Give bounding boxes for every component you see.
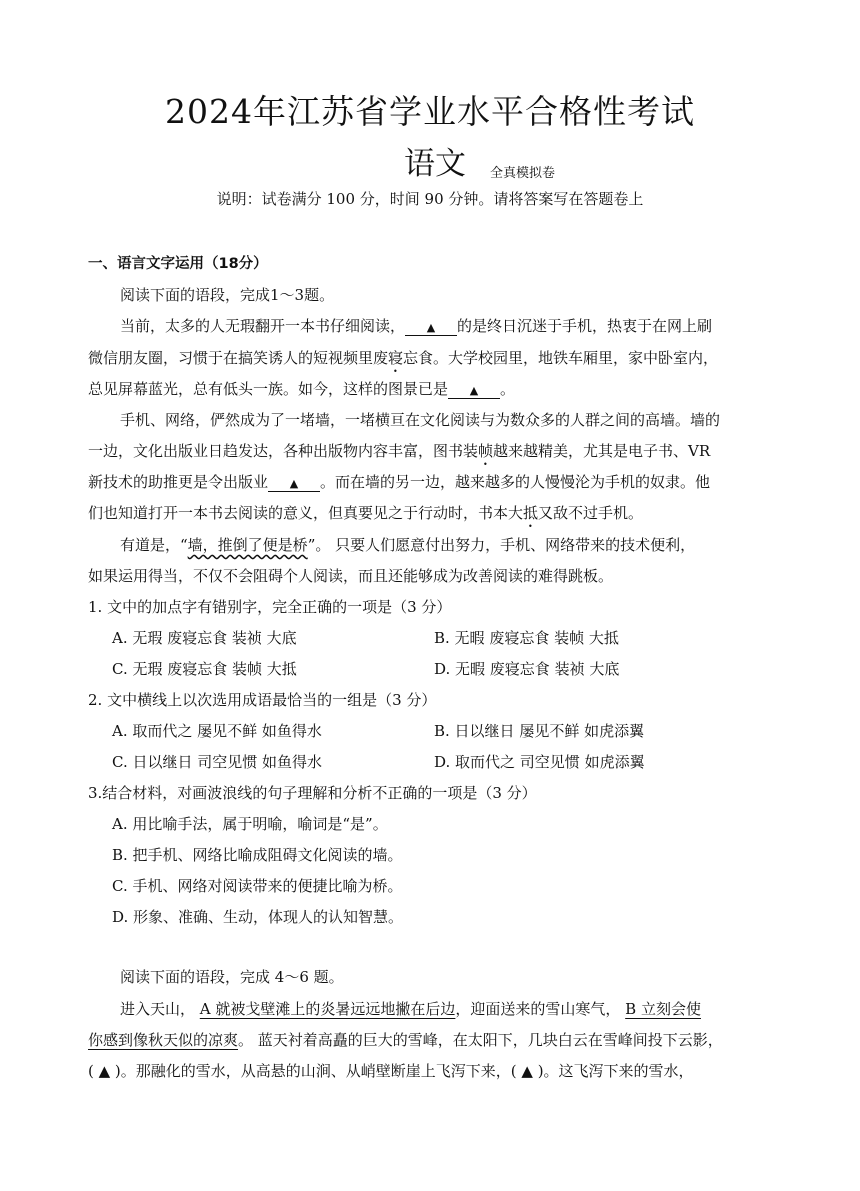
dotted-char: 帧	[478, 442, 494, 460]
option-a[interactable]: A. 用比喻手法，属于明喻，喻词是“是”。	[112, 815, 388, 833]
passage-line: 有道是，“墙，推倒了便是桥”。 只要人们愿意付出努力，手机、网络带来的技术便利，	[120, 536, 696, 554]
wavy-underlined-sentence: 墙，推倒了便是桥	[187, 536, 308, 554]
passage-line: 手机、网络，俨然成为了一堵墙，一堵横亘在文化阅读与为数众多的人群之间的高墙。墙的	[120, 411, 721, 429]
question-stem: 3.结合材料，对画波浪线的句子理解和分析不正确的一项是（3 分）	[88, 784, 537, 802]
section-heading: 一、语言文字运用（18分）	[88, 256, 268, 272]
option-a[interactable]: A. 无瑕 废寝忘食 装祯 大底	[112, 629, 297, 647]
passage-line: 如果运用得当，不仅不会阻碍个人阅读，而且还能够成为改善阅读的难得跳板。	[88, 567, 614, 585]
passage-line: ( ▲ )。那融化的雪水，从高悬的山涧、从峭壁断崖上飞泻下来，( ▲ )。这飞泻下来的雪水，	[88, 1062, 694, 1080]
passage-line: 新技术的助推更是令出版业 ▲ 。而在墙的另一边，越来越多的人慢慢沦为手机的奴隶。他	[88, 473, 711, 491]
passage-line: 一边，文化出版业日趋发达，各种出版物内容丰富，图书装帧越来越精美，尤其是电子书、VR	[88, 442, 711, 460]
paper-tag: 全真模拟卷	[490, 166, 556, 181]
option-b[interactable]: B. 无暇 废寝忘食 装帧 大抵	[434, 629, 619, 647]
underlined-clause-a: A 就被戈壁滩上的炎暑远远地撇在后边	[199, 1000, 456, 1018]
answer-blank: ▲	[405, 321, 457, 336]
passage-line: 微信朋友圈，习惯于在搞笑诱人的短视频里废寝忘食。大学校园里，地铁车厢里，家中卧室内，	[88, 349, 719, 367]
exam-instructions: 说明：试卷满分 100 分，时间 90 分钟。请将答案写在答题卷上	[216, 190, 644, 208]
dotted-char: 抵	[523, 504, 539, 522]
reading-intro: 阅读下面的语段，完成 4～6 题。	[120, 968, 344, 986]
passage-line: 们也知道打开一本书去阅读的意义，但真要见之于行动时，书本大抵又敌不过手机。	[88, 504, 644, 522]
reading-intro: 阅读下面的语段，完成1～3题。	[120, 286, 335, 304]
option-b[interactable]: B. 日以继日 屡见不鲜 如虎添翼	[434, 722, 645, 740]
answer-blank: ▲	[448, 384, 500, 399]
passage-line: 当前，太多的人无瑕翻开一本书仔细阅读， ▲ 的是终日沉迷于手机，热衷于在网上刷	[120, 317, 713, 335]
subject-title: 语文	[404, 146, 466, 182]
option-c[interactable]: C. 手机、网络对阅读带来的便捷比喻为桥。	[112, 877, 403, 895]
dotted-char: 寝	[388, 349, 404, 367]
question-stem: 1. 文中的加点字有错别字，完全正确的一项是（3 分）	[88, 598, 452, 616]
passage-line: 你感到像秋天似的凉爽。 蓝天衬着高矗的巨大的雪峰，在太阳下，几块白云在雪峰间投下云影，	[88, 1031, 723, 1049]
exam-title: 2024年江苏省学业水平合格性考试	[165, 92, 695, 131]
option-b[interactable]: B. 把手机、网络比喻成阻碍文化阅读的墙。	[112, 846, 403, 864]
option-c[interactable]: C. 日以继日 司空见惯 如鱼得水	[112, 753, 323, 771]
underlined-clause-b: B 立刻会使	[625, 1000, 701, 1018]
passage-line: 进入天山， A 就被戈壁滩上的炎暑远远地撇在后边，迎面送来的雪山寒气， B 立刻会使	[120, 1000, 701, 1018]
option-c[interactable]: C. 无瑕 废寝忘食 装帧 大抵	[112, 660, 297, 678]
option-d[interactable]: D. 形象、准确、生动，体现人的认知智慧。	[112, 908, 404, 926]
option-d[interactable]: D. 无暇 废寝忘食 装祯 大底	[434, 660, 620, 678]
underlined-clause-b-cont: 你感到像秋天似的凉爽	[88, 1031, 239, 1049]
answer-blank: ▲	[268, 477, 320, 492]
option-a[interactable]: A. 取而代之 屡见不鲜 如鱼得水	[112, 722, 322, 740]
passage-line: 总见屏幕蓝光，总有低头一族。如今，这样的图景已是 ▲ 。	[88, 380, 516, 398]
option-d[interactable]: D. 取而代之 司空见惯 如虎添翼	[434, 753, 645, 771]
question-stem: 2. 文中横线上以次选用成语最恰当的一组是（3 分）	[88, 691, 437, 709]
